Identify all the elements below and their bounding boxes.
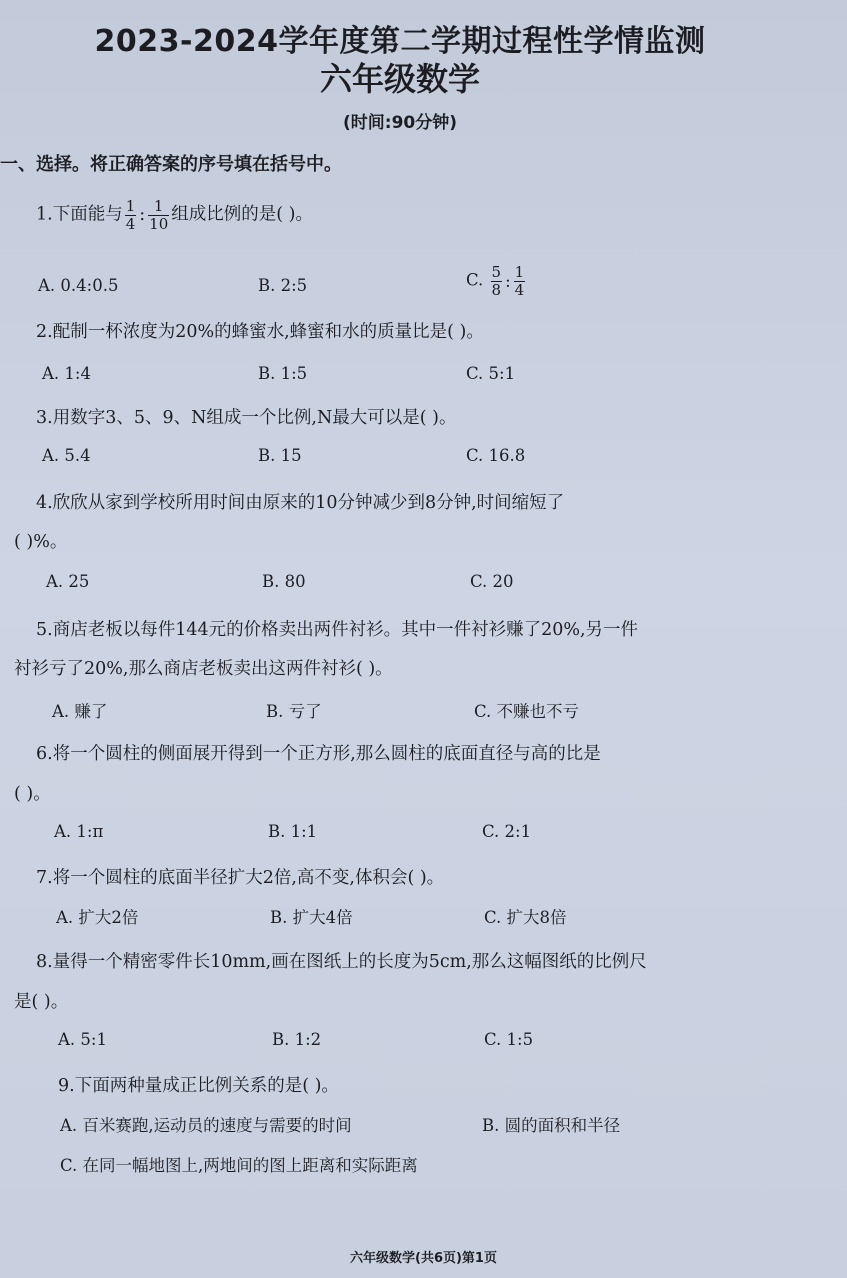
q5-option-c: C. 不赚也不亏: [474, 702, 580, 721]
question-6-line-1: 6.将一个圆柱的侧面展开得到一个正方形,那么圆柱的底面直径与高的比是: [36, 744, 601, 764]
q3-option-a: A. 5.4: [42, 446, 91, 465]
question-9: 9.下面两种量成正比例关系的是( )。: [58, 1076, 339, 1096]
q8-option-b: B. 1:2: [272, 1030, 322, 1049]
q1-option-c: C. $\frac{5}{8}$ : $\frac{1}{4}$: [466, 263, 525, 299]
section-heading: 一、选择。将正确答案的序号填在括号中。: [0, 154, 342, 175]
q7-option-b: B. 扩大4倍: [270, 908, 353, 927]
q5-option-b: B. 亏了: [266, 702, 322, 721]
fraction: $\frac{1}{4}$: [514, 263, 525, 299]
question-2: 2.配制一杯浓度为20%的蜂蜜水,蜂蜜和水的质量比是( )。: [36, 322, 484, 342]
exam-time: (时间:90分钟): [343, 113, 457, 133]
q4-option-b: B. 80: [262, 572, 306, 591]
q2-option-c: C. 5:1: [466, 364, 516, 383]
q6-option-b: B. 1:1: [268, 822, 318, 841]
question-1: 1.下面能与 $\frac{1}{4}$ : $\frac{1}{10}$ 组成比例的是( )。: [36, 197, 313, 233]
question-8-line-2: 是( )。: [14, 992, 69, 1012]
q1-option-a: A. 0.4:0.5: [38, 276, 119, 295]
q3-option-c: C. 16.8: [466, 446, 526, 465]
question-4-line-1: 4.欣欣从家到学校所用时间由原来的10分钟减少到8分钟,时间缩短了: [36, 493, 565, 513]
q9-option-c: C. 在同一幅地图上,两地间的图上距离和实际距离: [60, 1156, 418, 1175]
q4-option-a: A. 25: [46, 572, 90, 591]
q2-option-b: B. 1:5: [258, 364, 308, 383]
question-4-line-2: ( )%。: [14, 532, 68, 552]
q6-option-a: A. 1:π: [54, 822, 104, 841]
fraction: $\frac{1}{10}$: [149, 197, 169, 233]
page-footer: 六年级数学(共6页)第1页: [350, 1251, 497, 1266]
q8-option-c: C. 1:5: [484, 1030, 534, 1049]
question-5-line-1: 5.商店老板以每件144元的价格卖出两件衬衫。其中一件衬衫赚了20%,另一件: [36, 620, 639, 640]
q3-option-b: B. 15: [258, 446, 302, 465]
question-5-line-2: 衬衫亏了20%,那么商店老板卖出这两件衬衫( )。: [14, 659, 393, 679]
question-7: 7.将一个圆柱的底面半径扩大2倍,高不变,体积会( )。: [36, 868, 445, 888]
q5-option-a: A. 赚了: [52, 702, 108, 721]
fraction: $\frac{5}{8}$: [491, 263, 502, 299]
exam-title: 2023-2024学年度第二学期过程性学情监测: [94, 24, 706, 59]
question-8-line-1: 8.量得一个精密零件长10mm,画在图纸上的长度为5cm,那么这幅图纸的比例尺: [36, 952, 647, 972]
q1-option-b: B. 2:5: [258, 276, 308, 295]
question-1-prefix: 1.下面能与: [36, 204, 123, 225]
question-1-suffix: 组成比例的是( )。: [171, 204, 313, 225]
q9-option-a: A. 百米赛跑,运动员的速度与需要的时间: [60, 1116, 352, 1135]
q4-option-c: C. 20: [470, 572, 514, 591]
exam-subject: 六年级数学: [319, 60, 480, 98]
q6-option-c: C. 2:1: [482, 822, 532, 841]
q2-option-a: A. 1:4: [42, 364, 91, 383]
fraction: $\frac{1}{4}$: [125, 197, 136, 233]
question-6-line-2: ( )。: [14, 784, 51, 804]
q8-option-a: A. 5:1: [58, 1030, 107, 1049]
q7-option-a: A. 扩大2倍: [56, 908, 139, 927]
question-3: 3.用数字3、5、9、N组成一个比例,N最大可以是( )。: [36, 408, 457, 428]
q9-option-b: B. 圆的面积和半径: [482, 1116, 621, 1135]
q7-option-c: C. 扩大8倍: [484, 908, 567, 927]
